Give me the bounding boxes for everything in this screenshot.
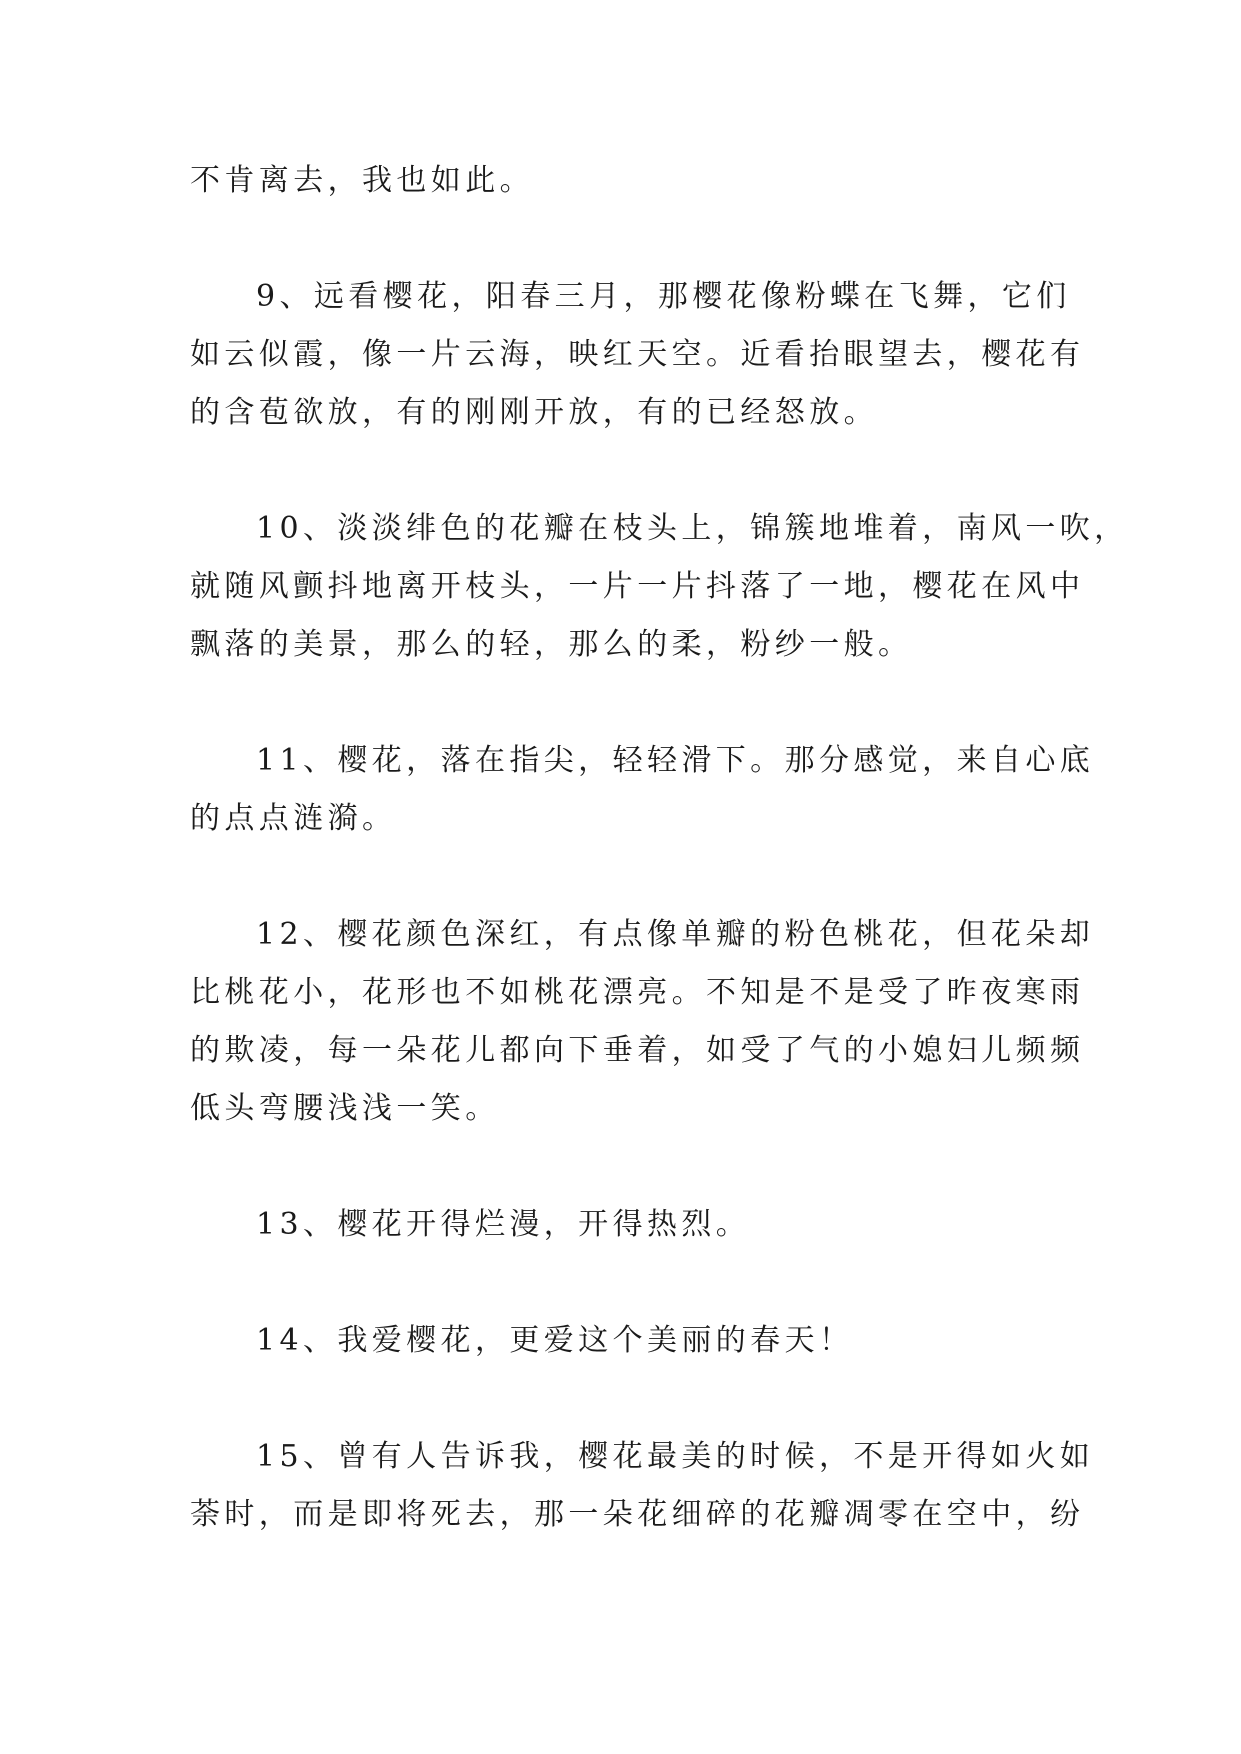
- paragraph-11: [190, 732, 1095, 848]
- paragraph-9: [190, 268, 1085, 442]
- paragraph-8-continuation: [190, 152, 1050, 210]
- text-line: 不肯离去，我也如此。: [190, 163, 534, 198]
- text-line: 14、我爱樱花，更爱这个美丽的春天！: [256, 1323, 854, 1358]
- paragraph-13: [190, 1196, 1050, 1254]
- text-line: 就随风颤抖地离开枝头，一片一片抖落了一地，樱花在风中: [190, 569, 1085, 604]
- paragraph-15: [190, 1428, 1095, 1544]
- paragraph-14: [190, 1312, 1050, 1370]
- paragraph-12: [190, 906, 1095, 1138]
- text-line: 荼时，而是即将死去，那一朵花细碎的花瓣凋零在空中，纷: [190, 1497, 1085, 1532]
- text-line: 的点点涟漪。: [190, 801, 397, 836]
- text-line: 的含苞欲放，有的刚刚开放，有的已经怒放。: [190, 395, 878, 430]
- text-line: 低头弯腰浅浅一笑。: [190, 1091, 500, 1126]
- text-line: 12、樱花颜色深红，有点像单瓣的粉色桃花，但花朵却: [256, 917, 1095, 952]
- text-line: 13、樱花开得烂漫，开得热烈。: [256, 1207, 751, 1242]
- text-line: 11、樱花，落在指尖，轻轻滑下。那分感觉，来自心底: [256, 743, 1095, 778]
- text-line: 的欺凌，每一朵花儿都向下垂着，如受了气的小媳妇儿频频: [190, 1033, 1085, 1068]
- paragraph-10: [190, 500, 1129, 674]
- text-line: 如云似霞，像一片云海，映红天空。近看抬眼望去，樱花有: [190, 337, 1085, 372]
- text-line: 15、曾有人告诉我，樱花最美的时候，不是开得如火如: [256, 1439, 1095, 1474]
- text-line: 比桃花小，花形也不如桃花漂亮。不知是不是受了昨夜寒雨: [190, 975, 1085, 1010]
- text-line: 9、远看樱花，阳春三月，那樱花像粉蝶在飞舞，它们: [256, 279, 1071, 314]
- document-body: [190, 152, 1129, 1544]
- text-line: 10、淡淡绯色的花瓣在枝头上，锦簇地堆着，南风一吹，: [256, 511, 1129, 546]
- text-line: 飘落的美景，那么的轻，那么的柔，粉纱一般。: [190, 627, 913, 662]
